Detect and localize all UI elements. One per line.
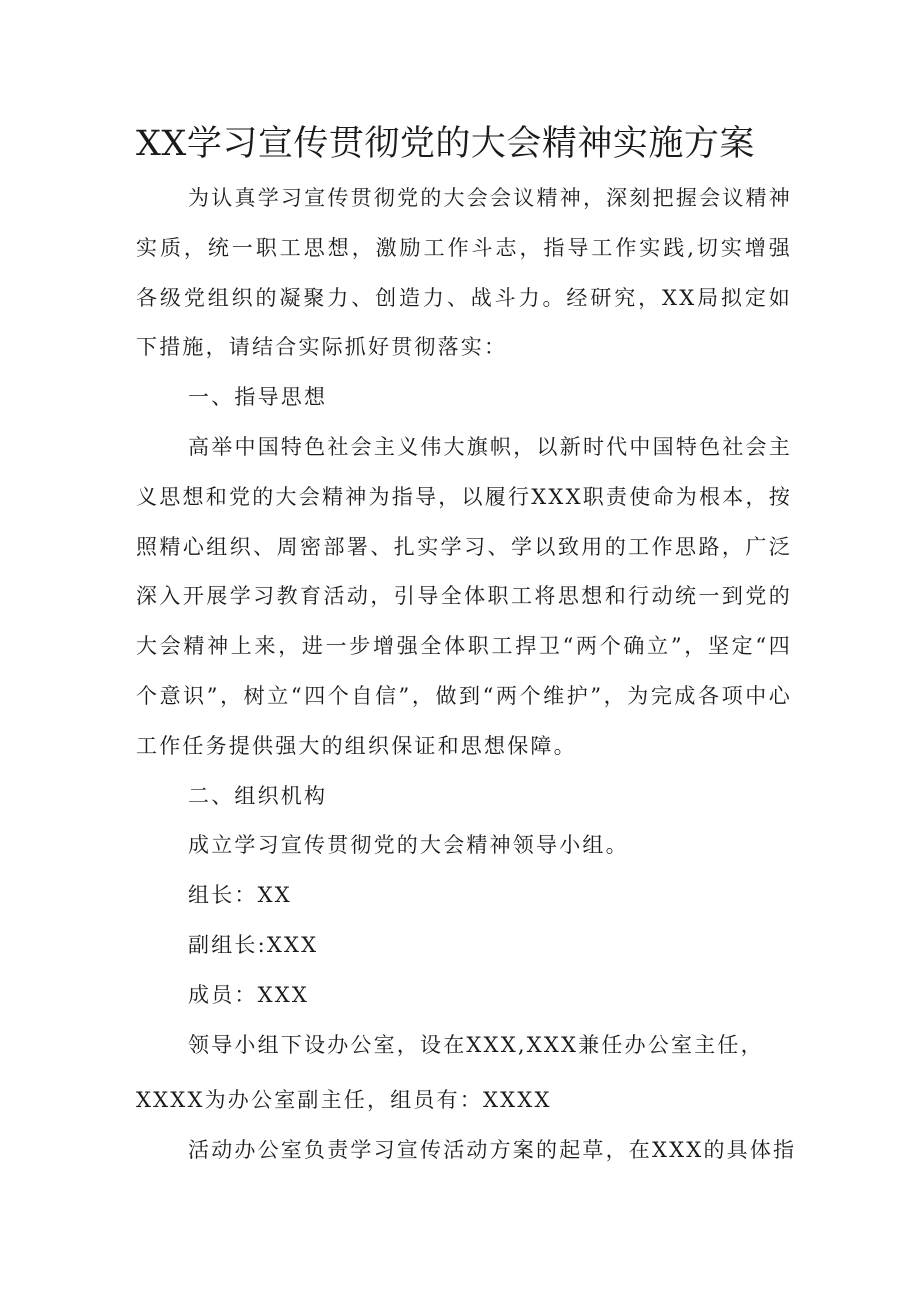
- document-title: XX学习宣传贯彻党的大会精神实施方案: [136, 124, 755, 164]
- deputy-leader-line: 副组长:XXX: [188, 932, 319, 957]
- leading-group-paragraph: 成立学习宣传贯彻党的大会精神领导小组。: [188, 833, 629, 858]
- section-heading-organization: 二、组织机构: [188, 783, 328, 808]
- office-deputy-line: XXXX为办公室副主任，组员有：XXXX: [136, 1088, 552, 1113]
- guiding-thought-paragraph: 高举中国特色社会主义伟大旗帜，以新时代中国特色社会主义思想和党的大会精神为指导，以履行XXX职责使命为根本，按照精心组织、周密部署、扎实学习、学以致用的工作思路，广泛深入开展学习教育活动，引导全体职工将思想和行动统一到党的大会精神上来，进一步增强全体职工捍卫“两个确立”，坚定“四个意识”，树立“四个自信”，做到“两个维护”，为完成各项中心工作任务提供强大的组织保证和思想保障。: [136, 434, 792, 758]
- intro-paragraph: 为认真学习宣传贯彻党的大会会议精神，深刻把握会议精神实质，统一职工思想，激励工作斗志，指导工作实践,切实增强各级党组织的凝聚力、创造力、战斗力。经研究，XX局拟定如下措施，请结合实际抓好贯彻落实：: [136, 186, 792, 360]
- office-duty-paragraph: 活动办公室负责学习宣传活动方案的起草，在XXX的具体指: [188, 1138, 797, 1163]
- office-paragraph: 领导小组下设办公室，设在XXX,XXX兼任办公室主任，: [188, 1032, 764, 1057]
- section-heading-guiding-thought: 一、指导思想: [188, 385, 328, 410]
- document-body: [136, 174, 797, 1176]
- group-leader-line: 组长：XX: [188, 883, 292, 908]
- members-line: 成员：XXX: [188, 982, 310, 1007]
